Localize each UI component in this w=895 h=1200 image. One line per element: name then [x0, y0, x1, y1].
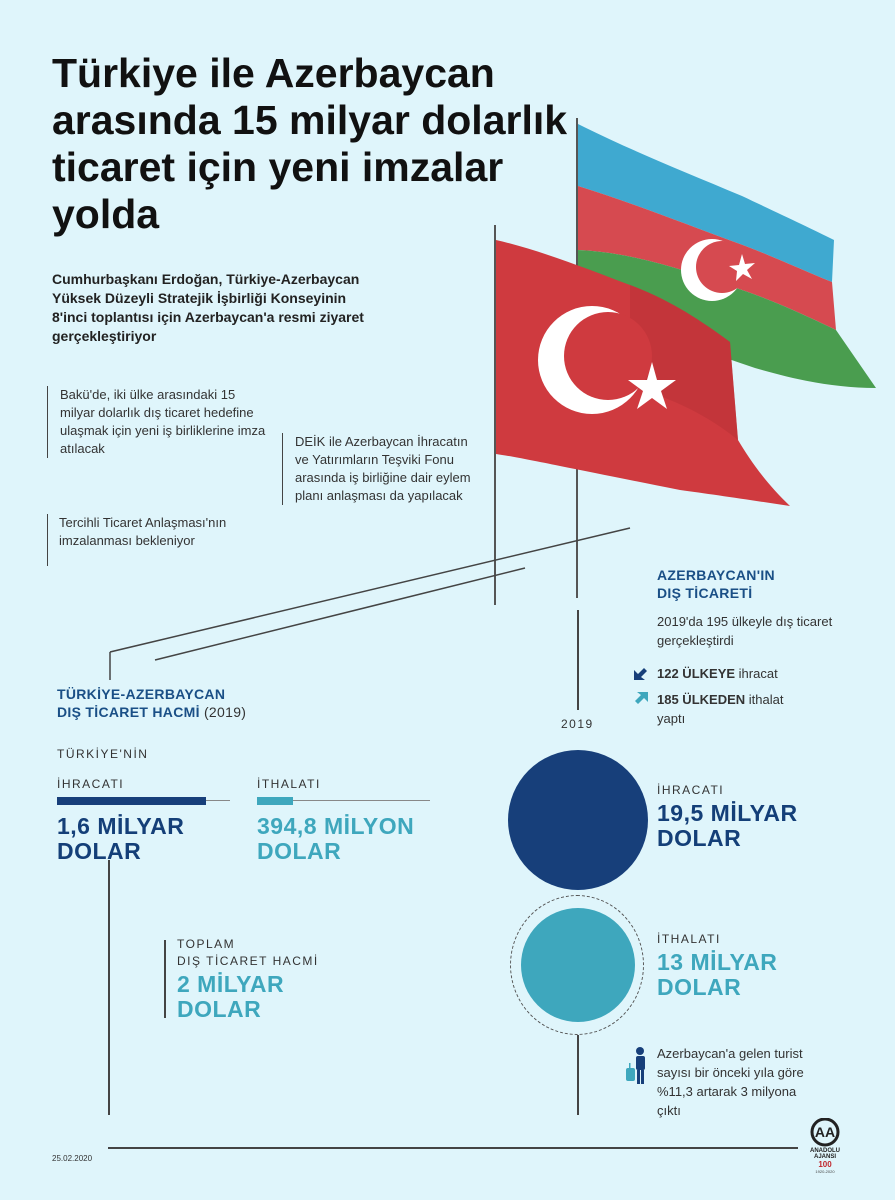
import-label: İTHALATI — [657, 932, 721, 946]
azerbaycan-import-block — [657, 932, 777, 1000]
note-tercihli: Tercihli Ticaret Anlaşması'nın imzalanması bekleniyor — [59, 515, 227, 548]
turkiye-import-bar — [257, 797, 293, 805]
year-label: 2019 — [561, 717, 594, 731]
logo-text: ANADOLU AJANSI — [810, 1148, 840, 1160]
footer-date: 25.02.2020 — [52, 1154, 93, 1163]
page-title: Türkiye ile Azerbaycan arasında 15 milyar dolarlık ticaret için yeni imzalar yolda — [52, 50, 568, 237]
azerbaycan-export-circle — [508, 750, 648, 890]
azerbaijan-timeline-line-top — [577, 610, 579, 710]
total-label-1: TOPLAM — [177, 937, 236, 951]
azerbaycan-title: AZERBAYCAN'IN DIŞ TİCARETİ — [657, 567, 775, 601]
tourist-luggage-icon — [624, 1046, 652, 1086]
azerbaycan-import-circle — [521, 908, 635, 1022]
turkiye-title: TÜRKİYE-AZERBAYCAN DIŞ TİCARET HACMİ (2019) — [57, 686, 247, 720]
total-label-2: DIŞ TİCARET HACMİ — [177, 954, 319, 968]
note-deik: DEİK ile Azerbaycan İhracatın ve Yatırımların Teşviki Fonu arasında iş birliğine dair eylem planı anlaşması da yapılacak — [282, 433, 482, 505]
total-value: 2 MİLYAR DOLAR — [177, 971, 285, 1022]
import-arrow-icon — [632, 690, 650, 708]
export-value: 19,5 MİLYAR DOLAR — [657, 800, 798, 851]
note-baku: Bakü'de, iki ülke arasındaki 15 milyar dolarlık dış ticaret hedefine ulaşmak için yeni iş birliklerine imza atılacak — [47, 386, 267, 458]
connector-lines — [100, 520, 640, 680]
aa-logo-icon — [800, 1118, 850, 1174]
turkiye-export-value: 1,6 MİLYAR DOLAR — [57, 813, 185, 864]
turkiye-export-label: İHRACATI — [57, 777, 125, 791]
turkiye-total-block — [177, 936, 319, 1022]
turkiye-import-label: İTHALATI — [257, 777, 321, 791]
export-label: İHRACATI — [657, 783, 725, 797]
total-bracket-line — [164, 940, 166, 1018]
logo-years: 1920-2020 — [815, 1169, 835, 1174]
turkiye-export-bar — [57, 797, 206, 805]
turkiye-import-value: 394,8 MİLYON DOLAR — [257, 813, 415, 864]
azerbaijan-timeline-line-bottom — [577, 1035, 579, 1115]
page-subtitle: Cumhurbaşkanı Erdoğan, Türkiye-Azerbaycan Yüksek Düzeyli Stratejik İşbirliği Konseyinin 8'inci toplantısı için Azerbaycan'a resmi ziyaret gerçekleştiriyor — [52, 271, 364, 344]
turkiye-owner-label: TÜRKİYE'NİN — [57, 747, 149, 761]
footer-line — [108, 1147, 798, 1149]
import-countries: 185 ÜLKEDEN ithalat yaptı — [657, 692, 784, 726]
import-value: 13 MİLYAR DOLAR — [657, 949, 778, 1000]
export-countries: 122 ÜLKEYE ihracat — [657, 666, 778, 681]
turkiye-timeline-line — [108, 860, 110, 1115]
tourist-note: Azerbaycan'a gelen turist sayısı bir önceki yıla göre %11,3 artarak 3 milyona çıktı — [657, 1046, 804, 1118]
azerbaycan-intro: 2019'da 195 ülkeyle dış ticaret gerçekleştirdi — [657, 614, 833, 648]
logo-badge: 100 — [818, 1160, 832, 1169]
azerbaycan-export-block — [657, 783, 798, 851]
export-arrow-icon — [632, 664, 650, 682]
svg-text:AA: AA — [814, 1124, 836, 1140]
